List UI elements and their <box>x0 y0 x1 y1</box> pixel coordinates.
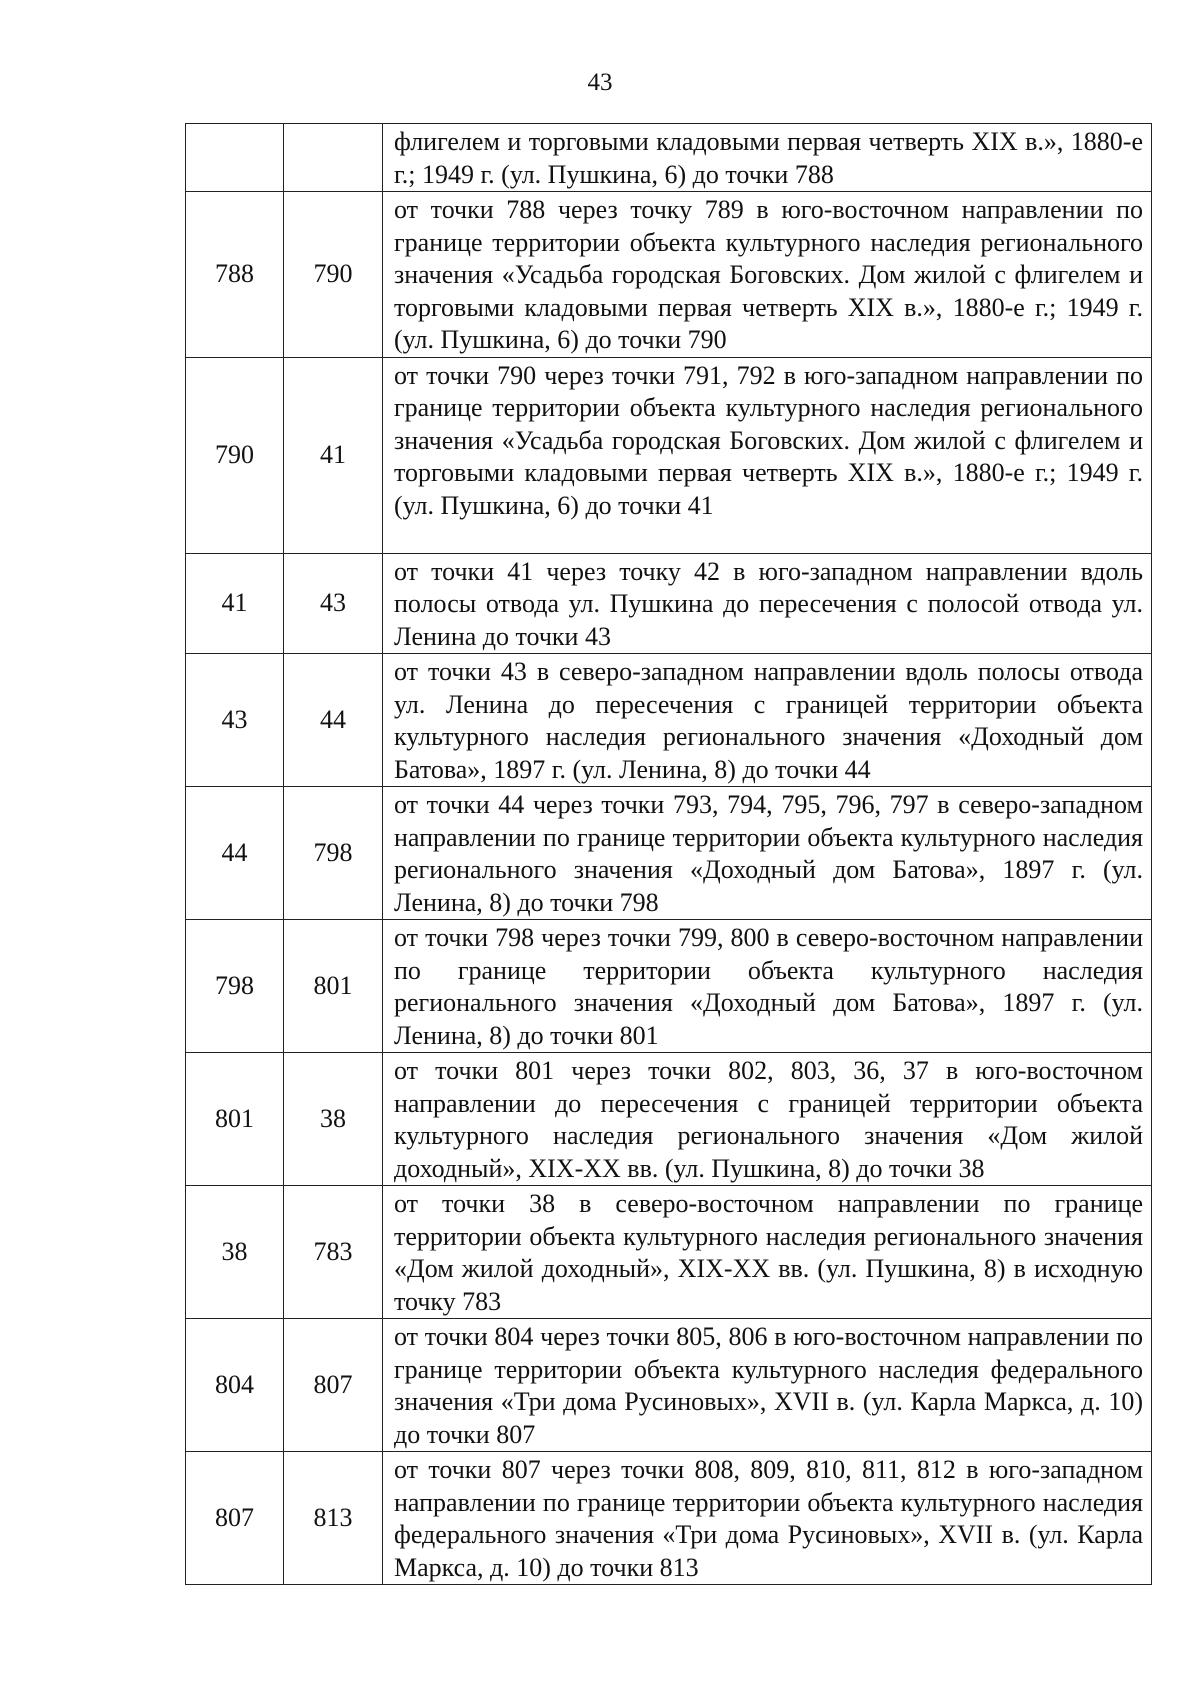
to-point-cell: 798 <box>284 787 383 920</box>
table-row <box>186 192 1152 358</box>
from-point-cell: 43 <box>186 654 284 787</box>
from-point-cell: 801 <box>186 1053 284 1186</box>
segment-description-cell: от точки 43 в северо-западном направлении вдоль полосы отвода ул. Ленина до пересечения с границей территории объекта культурного наследия регионального значения «Доходный дом Батова», 1897 г. (ул. Ленина, 8) до точки 44 <box>383 654 1152 787</box>
table-row <box>186 357 1152 553</box>
segment-description-cell: флигелем и торговыми кладовыми первая четверть XIX в.», 1880-е г.; 1949 г. (ул. Пушкина, 6) до точки 788 <box>383 124 1152 192</box>
to-point-cell: 43 <box>284 553 383 654</box>
segment-description-cell: от точки 801 через точки 802, 803, 36, 37 в юго-восточном направлении до пересечения с границей территории объекта культурного наследия регионального значения «Дом жилой доходный», XIX-XX вв. (ул. Пушкина, 8) до точки 38 <box>383 1053 1152 1186</box>
from-point-cell: 41 <box>186 553 284 654</box>
from-point-cell: 38 <box>186 1186 284 1319</box>
table-row <box>186 1053 1152 1186</box>
segment-description-cell: от точки 804 через точки 805, 806 в юго-восточном направлении по границе территории объекта культурного наследия федерального значения «Три дома Русиновых», XVII в. (ул. Карла Маркса, д. 10) до точки 807 <box>383 1319 1152 1452</box>
from-point-cell: 807 <box>186 1452 284 1585</box>
boundary-description-table <box>185 123 1152 1585</box>
table-row <box>186 1319 1152 1452</box>
to-point-cell: 813 <box>284 1452 383 1585</box>
from-point-cell: 798 <box>186 920 284 1053</box>
to-point-cell: 44 <box>284 654 383 787</box>
segment-description-cell: от точки 798 через точки 799, 800 в северо-восточном направлении по границе территории объекта культурного наследия регионального значения «Доходный дом Батова», 1897 г. (ул. Ленина, 8) до точки 801 <box>383 920 1152 1053</box>
to-point-cell: 801 <box>284 920 383 1053</box>
from-point-cell: 788 <box>186 192 284 358</box>
to-point-cell: 38 <box>284 1053 383 1186</box>
segment-description-cell: от точки 807 через точки 808, 809, 810, 811, 812 в юго-западном направлении по границе территории объекта культурного наследия федерального значения «Три дома Русиновых», XVII в. (ул. Карла Маркса, д. 10) до точки 813 <box>383 1452 1152 1585</box>
table-row <box>186 553 1152 654</box>
table-row <box>186 1186 1152 1319</box>
to-point-cell <box>284 124 383 192</box>
table-row <box>186 124 1152 192</box>
page-number: 43 <box>587 69 613 96</box>
table-row <box>186 920 1152 1053</box>
segment-description-cell: от точки 41 через точку 42 в юго-западном направлении вдоль полосы отвода ул. Пушкина до пересечения с полосой отвода ул. Ленина до точки 43 <box>383 553 1152 654</box>
table-row <box>186 1452 1152 1585</box>
from-point-cell: 804 <box>186 1319 284 1452</box>
segment-description-cell: от точки 44 через точки 793, 794, 795, 796, 797 в северо-западном направлении по границе территории объекта культурного наследия регионального значения «Доходный дом Батова», 1897 г. (ул. Ленина, 8) до точки 798 <box>383 787 1152 920</box>
segment-description-cell: от точки 38 в северо-восточном направлении по границе территории объекта культурного наследия регионального значения «Дом жилой доходный», XIX-XX вв. (ул. Пушкина, 8) в исходную точку 783 <box>383 1186 1152 1319</box>
from-point-cell: 790 <box>186 357 284 553</box>
to-point-cell: 790 <box>284 192 383 358</box>
table-row <box>186 654 1152 787</box>
to-point-cell: 41 <box>284 357 383 553</box>
from-point-cell: 44 <box>186 787 284 920</box>
table-row <box>186 787 1152 920</box>
segment-description-cell: от точки 790 через точки 791, 792 в юго-западном направлении по границе территории объекта культурного наследия регионального значения «Усадьба городская Боговских. Дом жилой с флигелем и торговыми кладовыми первая четверть XIX в.», 1880-е г.; 1949 г. (ул. Пушкина, 6) до точки 41 <box>383 357 1152 553</box>
to-point-cell: 783 <box>284 1186 383 1319</box>
to-point-cell: 807 <box>284 1319 383 1452</box>
from-point-cell <box>186 124 284 192</box>
segment-description-cell: от точки 788 через точку 789 в юго-восточном направлении по границе территории объекта культурного наследия регионального значения «Усадьба городская Боговских. Дом жилой с флигелем и торговыми кладовыми первая четверть XIX в.», 1880-е г.; 1949 г. (ул. Пушкина, 6) до точки 790 <box>383 192 1152 358</box>
